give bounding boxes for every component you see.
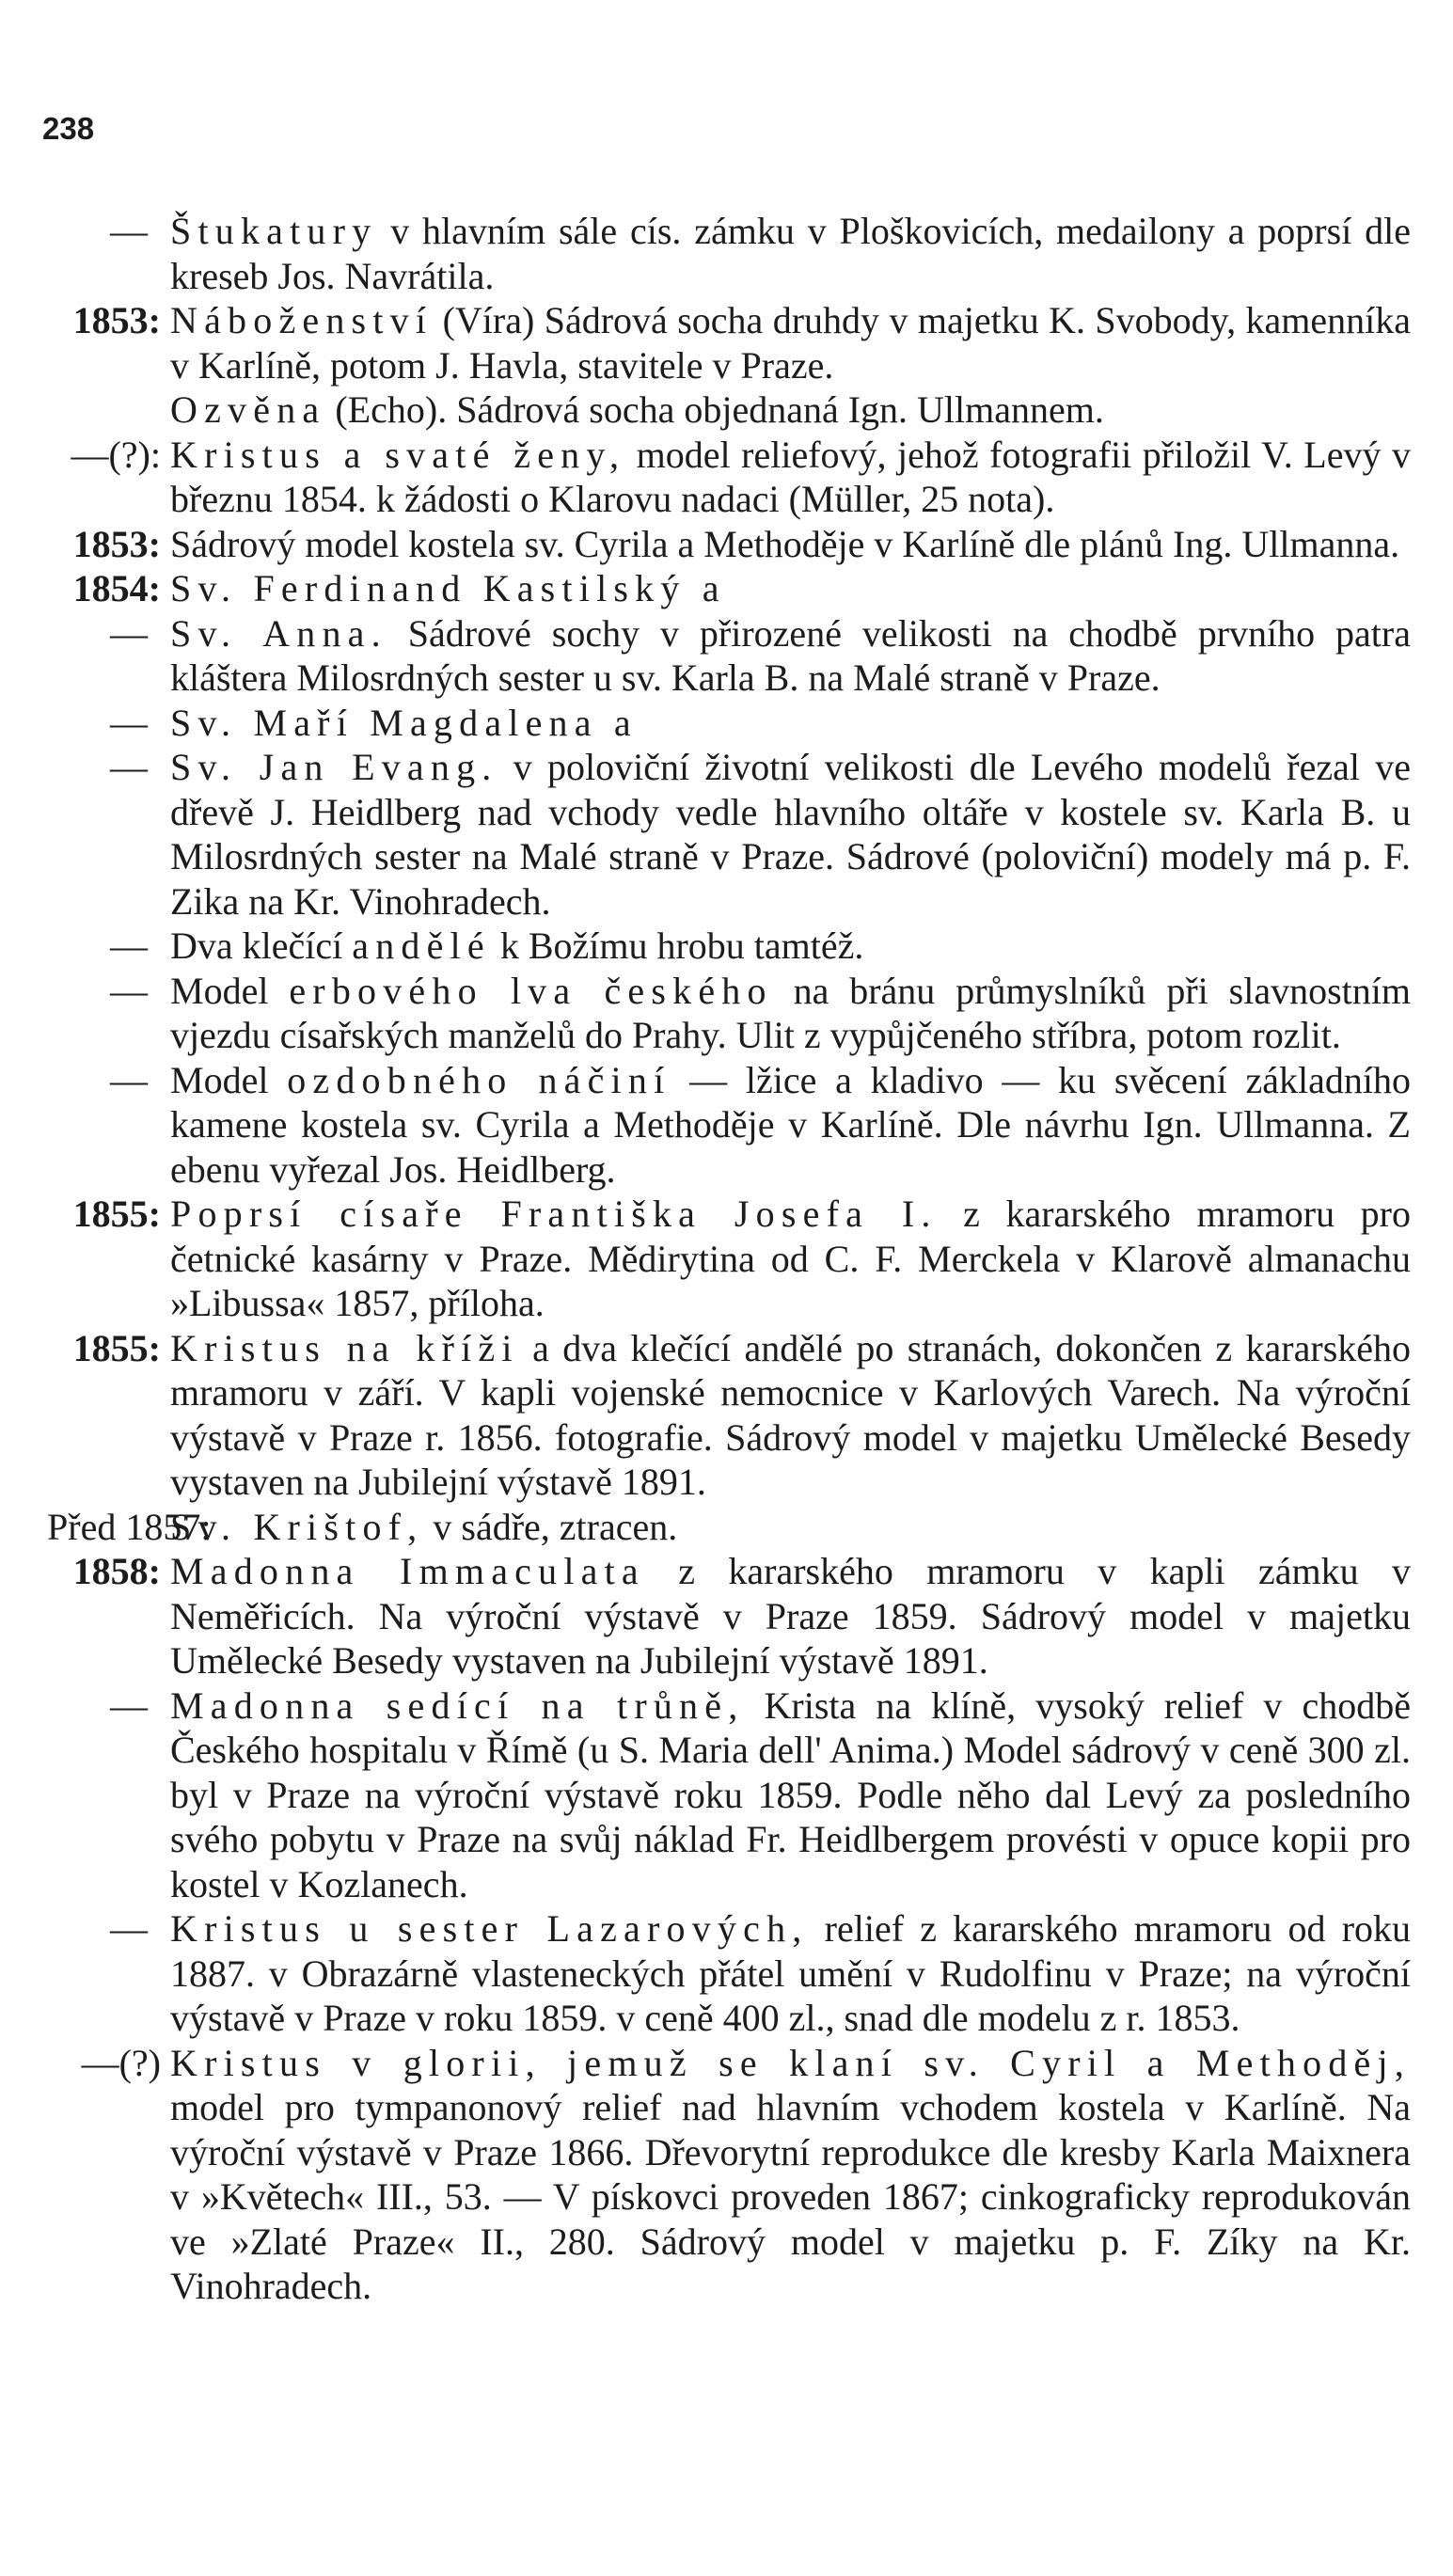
entry-body (170, 701, 1411, 746)
entry-title: Náboženství (170, 299, 434, 341)
entry-text: (Echo). Sádrová socha objednaná Ign. Ullmannem. (335, 388, 1104, 431)
entry-title: Sv. Ferdinand Kastilský a (170, 567, 726, 609)
entry-label: — (110, 701, 148, 744)
entry-label: —(?) (81, 2041, 161, 2084)
entry-body (170, 1683, 1411, 1907)
entry-kristus-v-glorii (47, 2041, 1411, 2309)
entry-title: Sv. Anna. (170, 611, 387, 655)
entry-sv-jan-evang (47, 745, 1411, 924)
entry-body (170, 969, 1411, 1058)
entry-label: 1855: (72, 1193, 161, 1235)
entry-text: model reliefový, jehož fotografii přiložil V. Levý v březnu 1854. k žádosti o Klarovu nadaci (Müller, 25 nota). (170, 433, 1411, 520)
entry-text: na bránu průmyslníků při slavnostním vjezdu císařských manželů do Prahy. Ulit z vypůjčeného stříbra, potom rozlit. (170, 969, 1412, 1056)
entry-label: — (110, 746, 148, 788)
entry-text: v hlavním sále cís. zámku v Ploškovicích, medailony a poprsí dle kreseb Jos. Navrátila. (170, 210, 1412, 297)
entry-text: Krista na klíně, vysoký relief v chodbě Českého hospitalu v Římě (u S. Maria dell' Anima.) Model sádrový v ceně 300 zl. byl v Praze na výroční výstavě roku 1859. Podle něho dal Levý za posledního svého pobytu v Praze na svůj náklad Fr. Heidlbergem provésti v opuce kopii pro kostel v Kozlanech. (170, 1683, 1411, 1905)
entry-body (170, 745, 1411, 924)
entry-label: — (110, 611, 148, 655)
entry-kristus-u-sester-lazarovych (47, 1906, 1411, 2041)
entry-title: Ozvěna (170, 388, 326, 431)
entry-body (170, 1326, 1411, 1505)
entry-title: Kristus na kříži (170, 1326, 519, 1369)
entry-body (170, 1549, 1411, 1683)
entry-title: erbového lva českého (289, 969, 773, 1012)
entry-title-prefix: Model (170, 969, 269, 1012)
entry-sv-ferdinand (47, 566, 1411, 611)
entry-body (170, 611, 1411, 701)
entry-ozvena (47, 387, 1411, 433)
entry-body (170, 1192, 1411, 1326)
entry-text: a dva klečící andělé po stranách, dokončen z kararského mramoru v září. V kapli vojenské nemocnice v Karlových Varech. Na výroční výstavě v Praze r. 1856. fotografie. Sádrový model v majetku Umělecké Besedy vystaven na Jubilejní výstavě 1891. (170, 1326, 1412, 1503)
entry-text: model pro tympanonový relief nad hlavním vchodem kostela v Karlíně. Na výroční výstavě v Praze 1866. Dřevorytní reprodukce dle kresby Karla Maixnera v »Květech« III., 53. — V pískovci proveden 1867; cinkograficky reprodukován ve »Zlaté Praze« II., 280. Sádrový model v majetku p. F. Zíky na Kr. Vinohradech. (170, 2086, 1411, 2307)
entry-body (170, 298, 1411, 387)
entry-body (170, 209, 1411, 298)
entry-label: Před 1857: (47, 1505, 212, 1548)
entry-title: andělé (352, 925, 491, 967)
entry-text: k Božímu hrobu tamtéž. (499, 925, 864, 967)
entry-title-prefix: Model (170, 1058, 269, 1101)
entry-sadrovy-model-kostela (47, 522, 1411, 567)
entry-title: Kristus v glorii, jemuž se klaní sv. Cyril a Methoděj, (170, 2041, 1411, 2084)
entry-label: 1853: (72, 522, 161, 565)
entry-sv-kristof (47, 1505, 1411, 1550)
catalog-entries (47, 209, 1411, 2309)
entry-label: — (110, 210, 148, 252)
entry-body (170, 1058, 1411, 1193)
entry-kristus-na-krizi (47, 1326, 1411, 1505)
entry-body (170, 924, 1411, 969)
entry-body (170, 433, 1411, 522)
entry-body (170, 2041, 1411, 2309)
entry-title: Štukatury (170, 210, 378, 252)
entry-body (170, 1906, 1411, 2041)
entry-text: v poloviční životní velikosti dle Levého modelů řezal ve dřevě J. Heidlberg nad vchody vedle hlavního oltáře v kostele sv. Karla B. u Milosrdných sester na Malé straně v Praze. Sádrové (poloviční) modely má p. F. Zika na Kr. Vinohradech. (170, 746, 1412, 923)
entry-body (170, 387, 1411, 433)
entry-sv-anna (47, 611, 1411, 701)
entry-nabozenstvi (47, 298, 1411, 387)
entry-stukatury (47, 209, 1411, 298)
entry-poprsi-cisare (47, 1192, 1411, 1326)
entry-body (170, 1505, 1411, 1550)
entry-model-erboveho-lva (47, 969, 1411, 1058)
entry-title: Sv. Jan Evang. (170, 746, 498, 788)
entry-sv-mari-magdalena (47, 701, 1411, 746)
entry-text: Sádrové sochy v přirozené velikosti na chodbě prvního patra kláštera Milosrdných sester u sv. Karla B. na Malé straně v Praze. (170, 611, 1411, 699)
page-number: 238 (42, 111, 95, 146)
entry-title: Madonna Immaculata (170, 1550, 645, 1592)
entry-text: relief z kararského mramoru od roku 1887. v Obrazárně vlasteneckých přátel umění v Rudolfinu v Praze; na výroční výstavě v Praze v roku 1859. v ceně 400 zl., snad dle modelu z r. 1853. (170, 1907, 1412, 2039)
entry-title: Kristus u sester Lazarových, (170, 1907, 809, 1950)
entry-label: — (110, 1683, 148, 1727)
entry-text: (Víra) Sádrová socha druhdy v majetku K. Svobody, kamenníka v Karlíně, potom J. Havla, stavitele v Praze. (170, 299, 1411, 387)
entry-madonna-sedici (47, 1683, 1411, 1907)
entry-text: — lžice a kladivo — ku svěcení základního kamene kostela sv. Cyrila a Methoděje v Karlíně. Dle návrhu Ign. Ullmanna. Z ebenu vyřezal Jos. Heidlberg. (170, 1058, 1411, 1191)
entry-text: z kararského mramoru v kapli zámku v Neměřicích. Na výroční výstavě v Praze 1859. Sádrový model v majetku Umělecké Besedy vystaven na Jubilejní výstavě 1891. (170, 1550, 1412, 1682)
entry-label: — (110, 969, 148, 1012)
entry-text: v sádře, ztracen. (433, 1505, 678, 1548)
entry-text: Sádrový model kostela sv. Cyrila a Methoděje v Karlíně dle plánů Ing. Ullmanna. (170, 522, 1400, 565)
entry-label: 1858: (72, 1550, 161, 1592)
entry-label: — (110, 925, 148, 967)
entry-dva-klecici-andele (47, 924, 1411, 969)
entry-title: Sv. Krištof, (170, 1505, 424, 1548)
entry-label: —(?): (71, 433, 161, 476)
entry-title: Sv. Maří Magdalena a (170, 701, 638, 744)
entry-label: — (110, 1907, 148, 1950)
entry-label: — (110, 1058, 148, 1101)
entry-label: 1855: (72, 1326, 161, 1369)
entry-text: z kararského mramoru pro četnické kasárny v Praze. Mědirytina od C. F. Merckela v Klarově almanachu »Libussa« 1857, příloha. (170, 1193, 1411, 1324)
entry-body (170, 566, 1411, 611)
entry-title: Poprsí císaře Františka Josefa I. (170, 1193, 938, 1235)
entry-madonna-immaculata (47, 1549, 1411, 1683)
entry-title: Kristus a svaté ženy, (170, 433, 626, 476)
entry-title: ozdobného náčiní (287, 1058, 671, 1101)
entry-model-ozdobneho-nacini (47, 1058, 1411, 1193)
entry-label: 1854: (72, 567, 161, 609)
entry-title-prefix: Dva klečící (170, 925, 343, 967)
entry-title: Madonna sedící na trůně, (170, 1683, 745, 1727)
entry-kristus-a-svate-zeny (47, 433, 1411, 522)
entry-label: 1853: (72, 299, 161, 341)
entry-body (170, 522, 1411, 567)
